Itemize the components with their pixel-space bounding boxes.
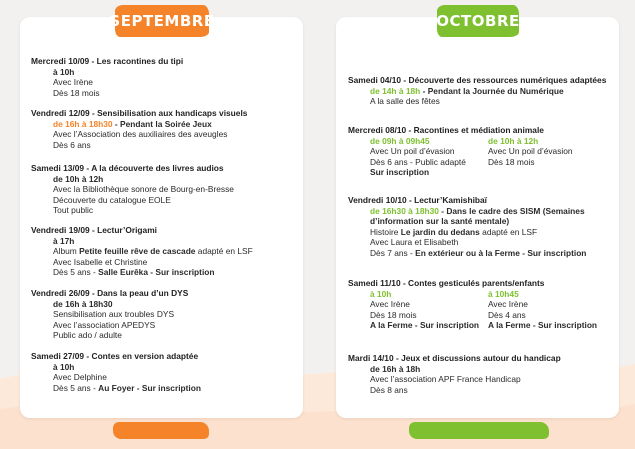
event-line: Public ado / adulte — [53, 330, 122, 341]
event-line: Avec Delphine — [53, 372, 107, 383]
event-title: Vendredi 26/09 - Dans la peau d’un DYS — [31, 288, 189, 298]
event-line: adapté en LSF — [195, 246, 253, 257]
event-time: de 16h à 18h30 — [53, 298, 113, 309]
event-sep-10 — [31, 56, 183, 98]
event-oct-04 — [348, 75, 606, 107]
event-oct-08 — [348, 125, 606, 178]
event-line: Dès 6 ans - Public adapté — [370, 156, 466, 167]
event-location: Au Foyer - Sur inscription — [98, 382, 201, 393]
event-line: Avec Irène — [488, 299, 528, 310]
event-time: à 17h — [53, 235, 75, 246]
event-title: Samedi 13/09 - A la découverte des livres audios — [31, 163, 224, 173]
event-title: Samedi 27/09 - Contes en version adaptée — [31, 351, 199, 361]
september-heading: SEPTEMBRE — [115, 5, 209, 37]
event-location: Salle Eurêka - Sur inscription — [98, 267, 215, 278]
event-title: Samedi 04/10 - Découverte des ressources numériques adaptées — [348, 75, 607, 85]
event-oct-11 — [348, 278, 606, 331]
event-line: Dès 5 ans - — [53, 267, 99, 278]
event-oct-10 — [348, 195, 586, 259]
event-line: Album — [53, 246, 80, 257]
event-line: adapté en LSF — [479, 226, 538, 237]
event-time-note: - Pendant la Journée du Numérique — [420, 85, 564, 96]
event-time: de 10h à 12h — [53, 173, 104, 184]
event-line: Avec Un poil d’évasion — [370, 146, 455, 157]
event-line: Avec l’Association des auxiliaires des aveugles — [53, 129, 228, 140]
event-title: Vendredi 12/09 - Sensibilisation aux handicaps visuels — [31, 108, 248, 118]
event-line: A la salle des fêtes — [370, 96, 440, 107]
event-line: Dès 18 mois — [370, 309, 417, 320]
story-title: Le jardin du dedans — [400, 226, 480, 237]
event-time: de 10h à 12h — [488, 135, 539, 146]
event-time-note: - Dans le cadre des SISM (Semaines — [438, 205, 585, 216]
event-line: Tout public — [53, 205, 94, 216]
event-line: Dès 18 mois — [53, 87, 100, 98]
event-line: Dès 6 ans — [53, 139, 91, 150]
event-time: de 09h à 09h45 — [370, 135, 430, 146]
event-time: de 16h à 18h30 — [53, 118, 113, 129]
event-title: Mercredi 08/10 - Racontines et médiation animale — [348, 125, 544, 135]
event-line: Avec Isabelle et Christine — [53, 256, 148, 267]
event-line: Avec Irène — [370, 299, 410, 310]
event-location: A la Ferme - Sur inscription — [370, 320, 480, 331]
session-2 — [488, 289, 606, 331]
event-line: Découverte du catalogue EOLE — [53, 194, 171, 205]
session-1 — [370, 136, 488, 178]
event-sep-19 — [31, 225, 253, 278]
event-time: de 16h à 18h — [370, 363, 421, 374]
event-line: Avec la Bibliothèque sonore de Bourg-en-Bresse — [53, 184, 234, 195]
october-bottom-tab — [409, 422, 549, 439]
event-line: Histoire — [370, 226, 401, 237]
event-time: de 16h30 à 18h30 — [370, 205, 439, 216]
event-location: A la Ferme - Sur inscription — [488, 320, 598, 331]
event-sep-27 — [31, 351, 201, 393]
event-sep-26 — [31, 288, 188, 341]
event-title: Mardi 14/10 - Jeux et discussions autour du handicap — [348, 353, 561, 363]
event-line: Dès 7 ans - — [370, 247, 416, 258]
event-time: à 10h — [53, 361, 75, 372]
event-line: Avec l’association APEDYS — [53, 319, 156, 330]
event-time-note: d’information sur la santé mentale) — [370, 216, 510, 227]
event-title: Vendredi 19/09 - Lectur’Origami — [31, 225, 157, 235]
event-line: Dès 5 ans - — [53, 382, 99, 393]
album-title: Petite feuille rêve de cascade — [79, 246, 196, 257]
october-heading: OCTOBRE — [437, 5, 519, 37]
event-time: à 10h45 — [488, 288, 519, 299]
event-time: à 10h — [53, 66, 75, 77]
event-line: Avec Un poil d’évasion — [488, 146, 573, 157]
event-sep-13 — [31, 163, 234, 216]
event-line: Dès 8 ans — [370, 384, 408, 395]
event-line: Sur inscription — [370, 167, 430, 178]
event-location: En extérieur ou à la Ferme - Sur inscription — [415, 247, 587, 258]
event-title: Vendredi 10/10 - Lectur’Kamishibaï — [348, 195, 488, 205]
event-time: à 10h — [370, 288, 392, 299]
event-line: Dès 18 mois — [488, 156, 535, 167]
september-bottom-tab — [113, 422, 209, 439]
event-line: Dès 4 ans — [488, 309, 526, 320]
event-line: Sensibilisation aux troubles DYS — [53, 309, 175, 320]
event-line: Avec l’association APF France Handicap — [370, 374, 521, 385]
session-1 — [370, 289, 488, 331]
event-time-note: - Pendant la Soirée Jeux — [112, 118, 212, 129]
event-title: Samedi 11/10 - Contes gesticulés parents/enfants — [348, 278, 545, 288]
session-2 — [488, 136, 606, 178]
event-title: Mercredi 10/09 - Les racontines du tipi — [31, 56, 184, 66]
event-line: Avec Laura et Elisabeth — [370, 237, 459, 248]
event-time: de 14h à 18h — [370, 85, 421, 96]
event-sep-12 — [31, 108, 247, 150]
event-oct-14 — [348, 353, 561, 395]
event-line: Avec Irène — [53, 77, 93, 88]
